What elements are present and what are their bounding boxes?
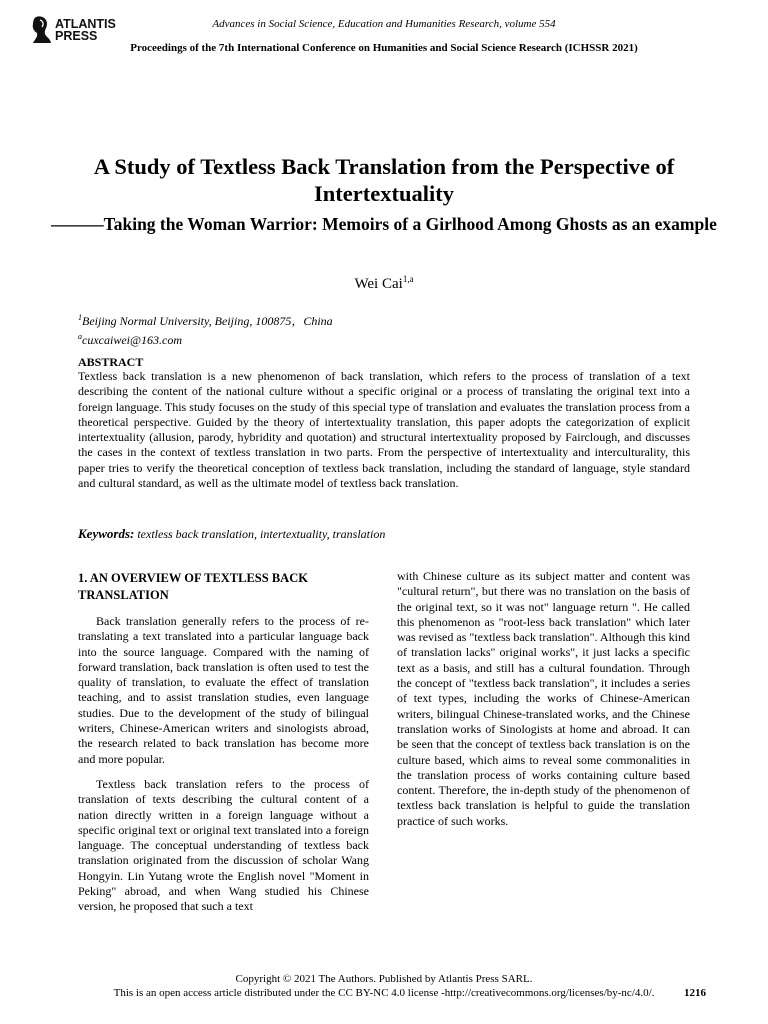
affiliation-sup-2: a: [78, 332, 82, 341]
proceedings-header: Proceedings of the 7th International Conference on Humanities and Social Science Research (ICHSSR 2021): [130, 42, 638, 54]
paper-title: A Study of Textless Back Translation from the Perspective of Intertextuality: [93, 154, 675, 206]
section-heading: 1. AN OVERVIEW OF TEXTLESS BACK TRANSLATION: [78, 571, 308, 602]
left-column: [78, 570, 369, 925]
affiliation-line-1: [78, 310, 333, 329]
affiliation-line-2: [78, 329, 333, 348]
author-name: Wei Cai: [354, 276, 403, 292]
series-header: Advances in Social Science, Education and Humanities Research, volume 554: [212, 18, 556, 30]
affiliation-institution: Beijing Normal University, Beijing, 100875，China: [82, 314, 333, 328]
affiliation: [78, 310, 333, 348]
copyright-line: Copyright © 2021 The Authors. Published by Atlantis Press SARL.: [235, 973, 533, 985]
section-paragraph-2: Textless back translation refers to the process of translation of texts describing the cultural content of a nation directly written in a foreign language without a specific original text or original text translated into a foreign language. The conceptual understanding of textless back translation originated from the discussion of scholar Wang Hongyin. Lin Yutang wrote the English novel "Moment in Peking" abroad, and when Wang studied his Chinese version, he proposed that such a text: [78, 776, 369, 914]
paper-subtitle: ———Taking the Woman Warrior: Memoirs of a Girlhood Among Ghosts as an example: [51, 214, 717, 234]
right-column: [397, 569, 690, 839]
keywords-label: Keywords:: [78, 526, 135, 541]
abstract-text: Textless back translation is a new phenomenon of back translation, which refers to the process of translation of a text describing the content of the national culture without a specific original or a process of translating the original text into a foreign language. This study focuses on the study of this special type of translation and evaluates the translation process from a theoretical perspective. Guided by the theory of intertextuality translation, this paper adopts the categorization of explicit intertextuality (allusion, parody, hybridity and quotation) and structural intertextuality proposed by Fairclough, and discusses the cases in the context of textless translation in two parts. From the perspective of intertextuality and interculturality, this paper tries to verify the theoretical conception of textless back translation, including the standard of language, style standard and cultural standard, as well as the ultimate model of textless back translation.: [78, 369, 690, 491]
abstract-heading: ABSTRACT: [78, 355, 144, 369]
affiliation-sup-1: 1: [78, 313, 82, 322]
keywords-line: [78, 526, 385, 542]
section-paragraph-1: Back translation generally refers to the process of re-translating a text translated into a particular language back into the source language. Compared with the naming of forward translation, back translation is often used to test the quality of translation, to evaluate the effect of translation teaching, and to assist translation studies, even language studies. Due to the development of the study of bilingual writers, Chinese-American writers and sinologists abroad, the research related to back translation has become more and more popular.: [78, 614, 369, 766]
logo-line1: ATLANTIS: [55, 17, 116, 31]
logo-line2: PRESS: [55, 29, 98, 43]
author-superscript: 1,a: [402, 274, 414, 284]
keywords-text: textless back translation, intertextuality, translation: [134, 527, 386, 541]
page-number: 1216: [684, 987, 706, 999]
page-footer: [0, 973, 768, 1000]
author-line: [0, 274, 768, 293]
license-line: This is an open access article distributed under the CC BY-NC 4.0 license -http://creativecommons.org/licenses/by-nc/4.0/.: [113, 986, 655, 999]
section-paragraph-3: with Chinese culture as its subject matter and content was "cultural return", but there was no translation on the basis of the original text, so it was not" language return ". He called this phenomenon as "root-less back translation" which later was revised as "textless back translation". Although this kind of translation lacks" original works", it just lacks a specific text as a basis, and still has a cultural foundation. Through the concept of "textless back translation", it includes a series of text types, including the works of Chinese-American writers, bilingual Chinese-translated works, and the Chinese translation works of Sinologists at home and abroad. It can be seen that the concept of textless back translation is on the culture based, which aims to reveal some commonalities in the translation process of works containing culture based content. Therefore, the in-depth study of the phenomenon of textless back translation is helpful to guide the translation practice of such works.: [397, 569, 690, 828]
affiliation-email: cuxcaiwei@163.com: [82, 333, 183, 347]
